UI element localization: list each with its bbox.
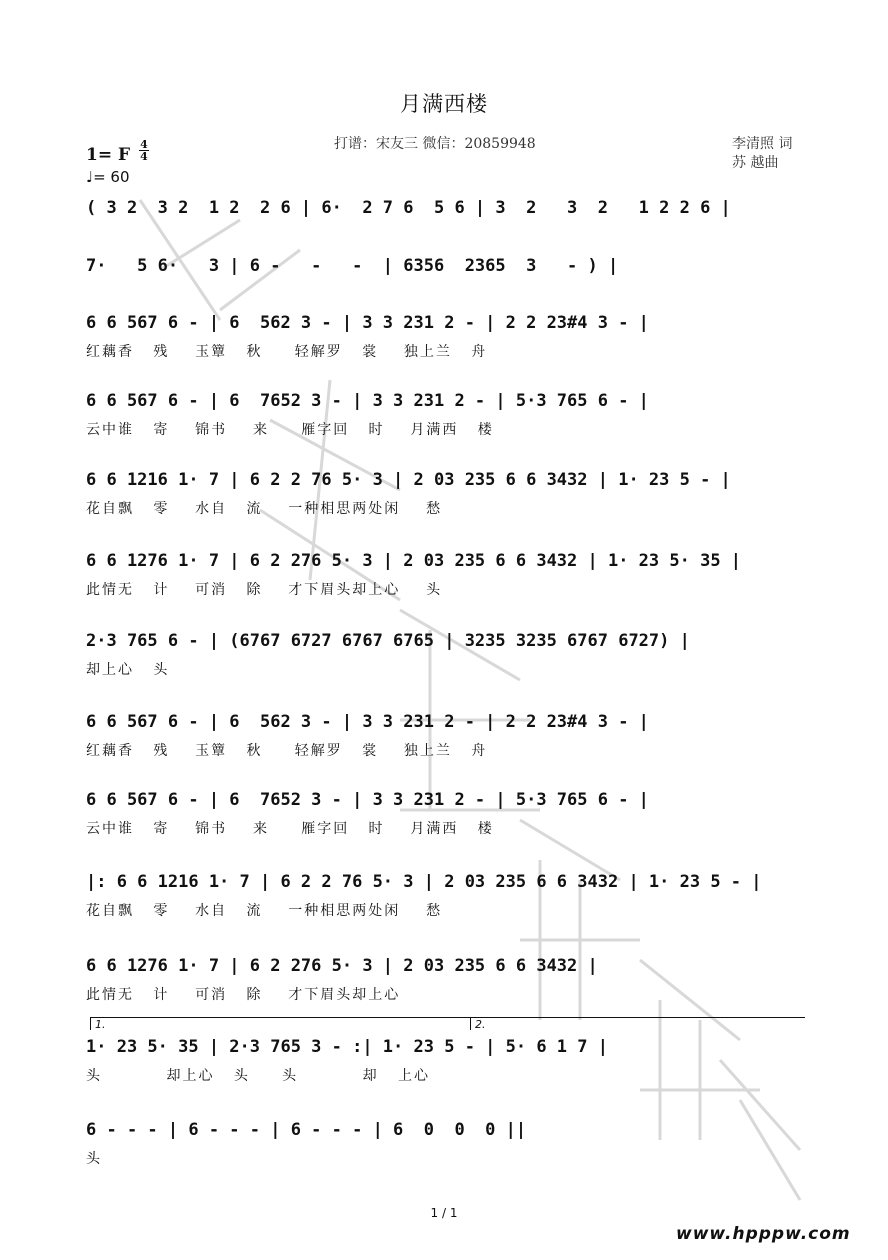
site-watermark: www.hpppw.com — [676, 1224, 851, 1244]
notation-system: 1· 23 5· 35 | 2·3 765 3 - :| 1· 23 5 - | 5· 6 1 7 | — [86, 1037, 608, 1057]
notation-system: 6 - - - | 6 - - - | 6 - - - | 6 0 0 0 || — [86, 1120, 527, 1140]
lyrics-line: 花自飘 零 水自 流 一种相思两处闲 愁 — [86, 501, 443, 517]
time-signature — [139, 139, 149, 162]
composer-credit: 苏 越曲 — [732, 155, 779, 171]
page-number: 1 / 1 — [430, 1206, 458, 1220]
notation-system: 6 6 567 6 - | 6 7652 3 - | 3 3 231 2 - | 5·3 765 6 - | — [86, 391, 649, 411]
volta-bracket: 2. — [470, 1017, 805, 1030]
notation-system: 6 6 567 6 - | 6 7652 3 - | 3 3 231 2 - | 5·3 765 6 - | — [86, 790, 649, 810]
lyricist-credit: 李清照 词 — [732, 136, 793, 152]
notation-system: 6 6 1216 1· 7 | 6 2 2 76 5· 3 | 2 03 235 6 6 3432 | 1· 23 5 - | — [86, 470, 731, 490]
lyrics-line: 此情无 计 可消 除 才下眉头却上心 — [86, 987, 401, 1003]
notation-system: 7· 5 6· 3 | 6 - - - | 6356 2365 3 - ) | — [86, 256, 619, 276]
lyrics-line: 云中谁 寄 锦书 来 雁字回 时 月满西 楼 — [86, 422, 494, 438]
lyrics-line: 此情无 计 可消 除 才下眉头却上心 头 — [86, 582, 443, 598]
lyrics-line: 红藕香 残 玉簟 秋 轻解罗 裳 独上兰 舟 — [86, 743, 488, 759]
lyrics-line: 红藕香 残 玉簟 秋 轻解罗 裳 独上兰 舟 — [86, 344, 488, 360]
notation-system: 6 6 567 6 - | 6 562 3 - | 3 3 231 2 - | 2 2 23#4 3 - | — [86, 712, 649, 732]
tempo-marking: ♩= 60 — [86, 168, 130, 186]
notation-system: 2·3 765 6 - | (6767 6727 6767 6765 | 3235 3235 6767 6727) | — [86, 631, 690, 651]
lyrics-line: 头 — [86, 1151, 102, 1167]
lyrics-line: 却上心 头 — [86, 662, 170, 678]
lyrics-line: 头 却上心 头 头 却 上心 — [86, 1068, 430, 1084]
lyrics-line: 花自飘 零 水自 流 一种相思两处闲 愁 — [86, 903, 443, 919]
notation-system: 6 6 1276 1· 7 | 6 2 276 5· 3 | 2 03 235 6 6 3432 | 1· 23 5· 35 | — [86, 551, 742, 571]
transcriber-credit: 打谱：宋友三 微信：20859948 — [334, 136, 536, 152]
time-signature-bottom: 4 — [140, 150, 148, 163]
volta-bracket: 1. — [90, 1017, 470, 1030]
page-title: 月满西楼 — [400, 92, 488, 116]
time-signature-top: 4 — [140, 138, 148, 151]
lyrics-line: 云中谁 寄 锦书 来 雁字回 时 月满西 楼 — [86, 821, 494, 837]
notation-system: |: 6 6 1216 1· 7 | 6 2 2 76 5· 3 | 2 03 235 6 6 3432 | 1· 23 5 - | — [86, 872, 762, 892]
notation-system: 6 6 1276 1· 7 | 6 2 276 5· 3 | 2 03 235 6 6 3432 | — [86, 956, 598, 976]
key-signature: 1= F — [86, 145, 131, 165]
notation-system: 6 6 567 6 - | 6 562 3 - | 3 3 231 2 - | 2 2 23#4 3 - | — [86, 313, 649, 333]
notation-system: ( 3 2 3 2 1 2 2 6 | 6· 2 7 6 5 6 | 3 2 3 2 1 2 2 6 | — [86, 198, 731, 218]
